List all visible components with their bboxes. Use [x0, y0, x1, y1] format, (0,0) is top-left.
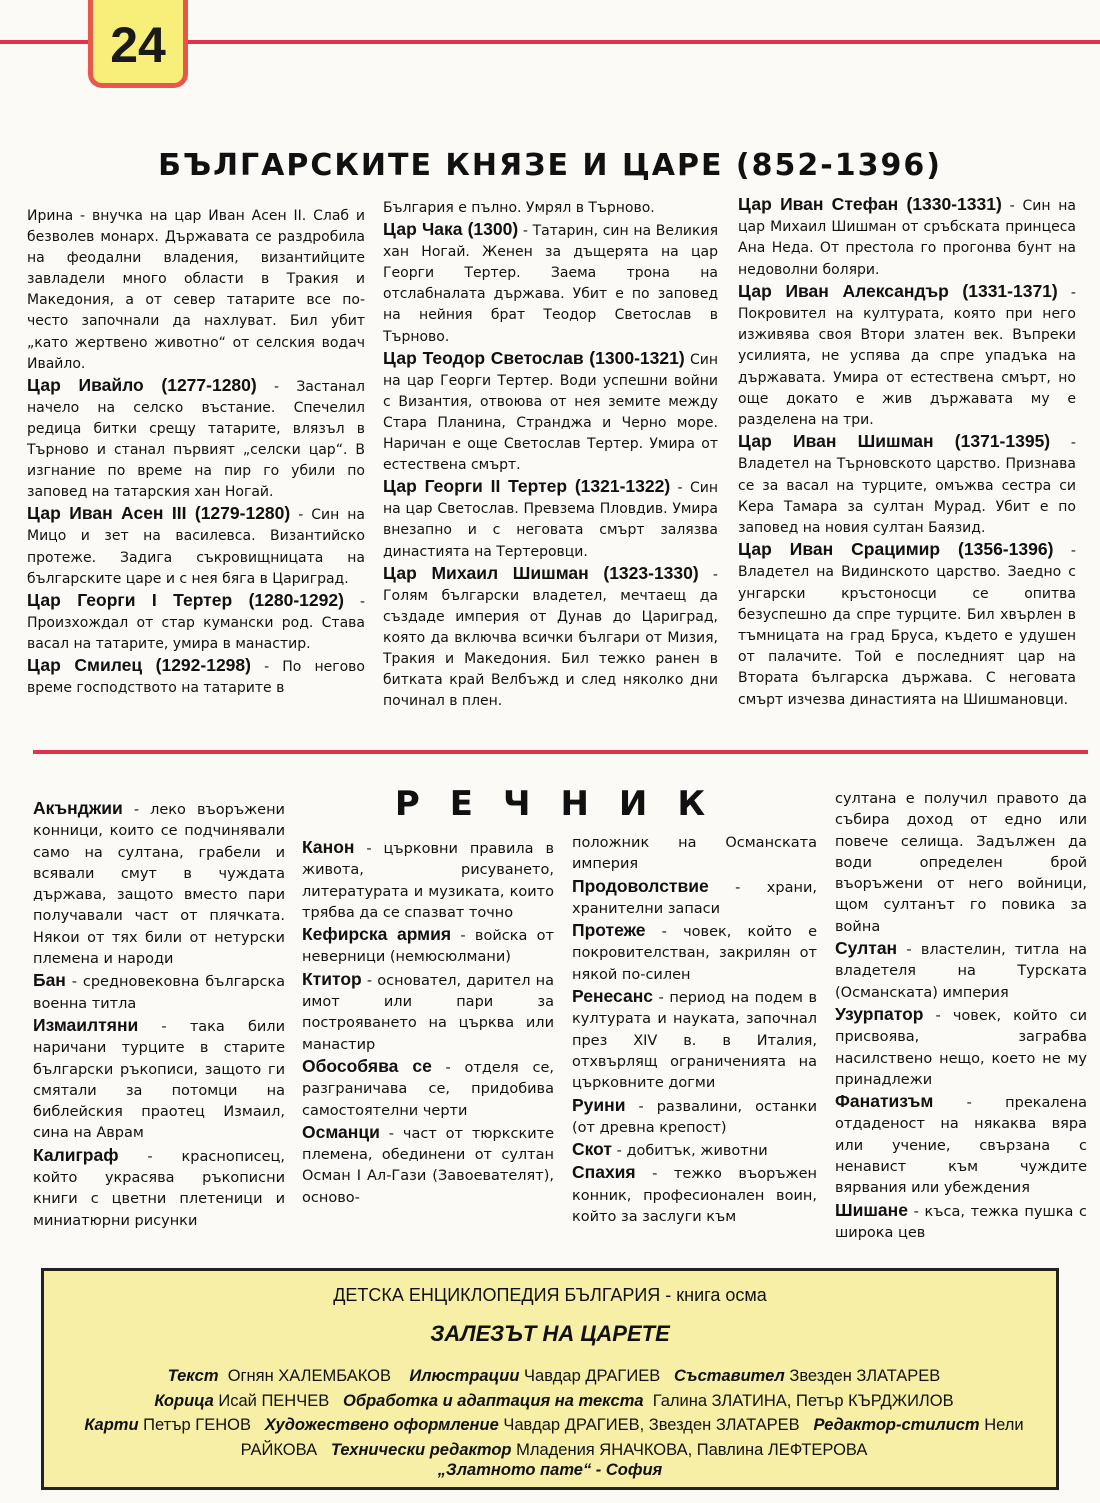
ruler-name: Цар Смилец (1292-1298) [27, 654, 251, 675]
dictionary-entry: положник на Османската империя [572, 835, 817, 873]
dictionary-entry: Продоволствие - храни, хранителни запаси [572, 875, 817, 917]
dictionary-entry: Скот - добитък, животни [572, 1139, 768, 1160]
ruler-name: Цар Георги I Тертер (1280-1292) [27, 589, 344, 610]
credit-label: Художествено оформление [264, 1416, 499, 1434]
series-title: ДЕТСКА ЕНЦИКЛОПЕДИЯ БЪЛГАРИЯ - книга осма [333, 1285, 767, 1305]
credit-label: Съставител [674, 1367, 785, 1385]
dictionary-term: Протеже [572, 920, 646, 941]
ruler-entry: Цар Теодор Светослав (1300-1321) Син на цар Георги Тертер. Води успешни войни с Византия, отвоюва от нея земите между Стара Планина, Странджа и Черно море. Наричан е още Светослав Тертер. Умира от естествена смърт. [383, 347, 718, 474]
dictionary-term: Ренесанс [572, 986, 654, 1007]
dictionary-term: Обособява се [302, 1055, 432, 1076]
credit-value: Чавдар ДРАГИЕВ [524, 1367, 661, 1385]
dictionary-entry: Фанатизъм - прекалена отдаденост на някаква вяра или учение, свързана с ненавист към чуждите вярвания или убеждения [835, 1091, 1087, 1197]
section-title: БЪЛГАРСКИТЕ КНЯЗЕ И ЦАРЕ (852-1396) [158, 148, 942, 183]
ruler-intro: Ирина - внучка на цар Иван Асен II. Слаб и безволев монарх. Държавата се раздробила на феодални владения, византийците завладели много области в Тракия и Македония, а от север татарите все по-често започнали да нахлуват. Бил убит „като жертвено животно“ от селския водач Ивайло. [27, 208, 365, 372]
rulers-column-3 [738, 194, 1076, 711]
credits-lines [84, 1364, 1024, 1462]
middle-rule [33, 750, 1088, 754]
dictionary-entry: Узурпатор - човек, който си присвоява, заграбва насилствено нещо, което не му принадлежи [835, 1003, 1087, 1088]
rulers-column-2 [383, 198, 718, 712]
ruler-name: Цар Иван Срацимир (1356-1396) [738, 539, 1054, 560]
ruler-entry: Цар Иван Асен III (1279-1280) - Син на Мицо и зет на василевса. Византийско протеже. Задига съкровищницата на българските царе и с нея бяга в Цариград. [27, 503, 365, 587]
dictionary-term: Султан [835, 938, 898, 959]
dictionary-entry: Измаилтяни - така били наричани турците в старите български ръкописи, защото ги смятали за потомци на библейския праотец Измаил, сина на Аврам [33, 1014, 285, 1142]
dictionary-term: Калиграф [33, 1144, 119, 1165]
dictionary-term: Руини [572, 1094, 626, 1115]
credit-value: Петър ГЕНОВ [143, 1416, 251, 1434]
credit-value: Огнян ХАЛЕМБАКОВ [227, 1367, 391, 1385]
credit-label: Обработка и адаптация на текста [343, 1391, 644, 1410]
ruler-entry: Цар Иван Шишман (1371-1395) - Владетел на Търновското царство. Признава се за васал на турците, омъжва сестра си Кера Тамара за султан Мурад. Убит е по заповед на новия султан Баязид. [738, 431, 1076, 537]
dictionary-entry: Обособява се - отделя се, разграничава се, придобива самостоятелни черти [302, 1055, 554, 1119]
credit-label: Текст [167, 1367, 219, 1385]
credit-value: Галина ЗЛАТИНА, Петър КЪРДЖИЛОВ [652, 1391, 954, 1410]
credit-value: Чавдар ДРАГИЕВ, Звезден ЗЛАТАРЕВ [503, 1416, 800, 1434]
dictionary-entry: Бан - средновековна българска военна титла [33, 970, 285, 1012]
ruler-entry: Цар Смилец (1292-1298) - По негово време господството на татарите в [27, 654, 365, 697]
book-title: ЗАЛЕЗЪТ НА ЦАРЕТЕ [430, 1321, 670, 1346]
dictionary-title: РЕЧНИК [394, 784, 736, 824]
dictionary-entry: Канон - църковни правила в живота, рисуването, литературата и музиката, които трябва да се спазват точно [302, 837, 554, 921]
ruler-name: Цар Теодор Светослав (1300-1321) [383, 347, 685, 368]
dictionary-entry: Шишане - къса, тежка пушка с широка цев [835, 1199, 1087, 1241]
dictionary-term: Измаилтяни [33, 1014, 139, 1035]
dictionary-column-1 [33, 798, 285, 1232]
ruler-name: Цар Иван Александър (1331-1371) [738, 280, 1058, 301]
credit-value: Звезден ЗЛАТАРЕВ [789, 1367, 941, 1385]
dictionary-entry: Османци - част от тюркските племена, обединени от султан Осман I Ал-Гази (Завоевателят), осново- [302, 1121, 554, 1206]
dictionary-entry: Султан - властелин, титла на владетеля на Турската (Османската) империя [835, 938, 1087, 1001]
dictionary-column-2 [302, 837, 554, 1209]
page-number: 24 [110, 16, 166, 73]
ruler-name: Цар Чака (1300) [383, 219, 519, 240]
credits-box [41, 1268, 1059, 1490]
dictionary-term: Продоволствие [572, 875, 709, 896]
ruler-entry: Цар Михаил Шишман (1323-1330) - Голям български владетел, мечтаещ да създаде империя от Дунав до Цариград, която да включва всички българи от Мизия, Тракия и Македония. Бил тежко ранен в битката край Велбъжд и след няколко дни починал в плен. [383, 562, 718, 710]
dictionary-term: Скот [572, 1139, 612, 1160]
ruler-name: Цар Иван Асен III (1279-1280) [27, 503, 291, 524]
ruler-entry: Цар Иван Стефан (1330-1331) - Син на цар Михаил Шишман от сръбската принцеса Ана Неда. От престола го прогонва бунт на недоволни боляри. [738, 194, 1076, 278]
ruler-entry: Цар Чака (1300) - Татарин, син на Великия хан Ногай. Женен за дъщерята на цар Георги Тертер. Заема трона на отслабналата държава. Убит е по заповед на нейния брат Теодор Светослав в Търново. [383, 219, 718, 345]
credit-label: Карти [84, 1416, 139, 1434]
ruler-name: Цар Иван Стефан (1330-1331) [738, 194, 1002, 214]
dictionary-term: Спахия [572, 1162, 636, 1183]
dictionary-entry: Руини - развалини, останки (от древна крепост) [572, 1094, 817, 1136]
dictionary-term: Шишане [835, 1199, 908, 1220]
rulers-column-1 [27, 206, 365, 699]
dictionary-entry: Спахия - тежко въоръжен конник, професионален воин, който за заслуги към [572, 1162, 817, 1226]
ruler-name: Цар Иван Шишман (1371-1395) [738, 431, 1051, 452]
credit-value: Нели РАЙКОВА [240, 1416, 1024, 1459]
dictionary-entry: Кефирска армия - войска от неверници (немюсюлмани) [302, 924, 554, 966]
ruler-name: Цар Ивайло (1277-1280) [27, 374, 257, 395]
dictionary-term: Фанатизъм [835, 1091, 934, 1112]
dictionary-term: Кефирска армия [302, 924, 452, 945]
ruler-entry: Цар Ивайло (1277-1280) - Застанал начело на селско въстание. Спечелил редица битки срещу татарите, влязъл в Търново и станал първият „селски цар“. В изгнание по време на пир го убили по заповед на татарския хан Ногай. [27, 374, 365, 501]
ruler-name: Цар Михаил Шишман (1323-1330) [383, 562, 699, 583]
credit-label: Илюстрации [409, 1367, 520, 1385]
dictionary-column-3 [572, 833, 817, 1228]
dictionary-term: Ктитор [302, 968, 362, 989]
credit-label: Редактор-стилист [813, 1416, 980, 1434]
dictionary-column-4 [835, 789, 1087, 1244]
credit-value: Младения ЯНАЧКОВА, Павлина ЛЕФТЕРОВА [516, 1440, 868, 1459]
ruler-name: Цар Георги II Тертер (1321-1322) [383, 476, 671, 497]
dictionary-entry: султана е получил правото да събира доход от едно или повече селища. Задължен да води определен брой въоръжени от него войници, щом султанът го повика за война [835, 791, 1087, 935]
credit-label: Технически редактор [330, 1440, 512, 1459]
ruler-continuation: България е пълно. Умрял в Търново. [383, 200, 655, 216]
ruler-entry: Цар Георги I Тертер (1280-1292) - Произхождал от стар кумански род. Става васал на татарите, умира в манастир. [27, 589, 365, 652]
publisher: „Златното пате“ - София [437, 1461, 663, 1479]
dictionary-term: Османци [302, 1121, 380, 1142]
page-number-badge [88, 0, 188, 88]
credit-value: Исай ПЕНЧЕВ [218, 1391, 330, 1410]
dictionary-entry: Ктитор - основател, дарител на имот или пари за построяването на църква или манастир [302, 968, 554, 1053]
dictionary-entry: Ренесанс - период на подем в културата и науката, започнал през XIV в. в Италия, отхвърлящ ограниченията на църковните догми [572, 986, 817, 1092]
dictionary-term: Бан [33, 970, 66, 991]
ruler-entry: Цар Иван Срацимир (1356-1396) - Владетел на Видинското царство. Заедно с унгарски кръстоносци се опитва безуспешно да спре турците. Бил хвърлен в тъмницата на град Бруса, където е удушен от палачите. Той е последният цар на Втората българска държава. С неговата смърт изчезва династията на Шишмановци. [738, 539, 1076, 708]
dictionary-term: Акънджии [33, 798, 123, 818]
credit-label: Корица [154, 1391, 214, 1410]
ruler-entry: Цар Иван Александър (1331-1371) - Покровител на културата, която при него изживява своя Втори златен век. Въпреки усилията, не успява да спре упадъка на държавата. Умира от естествена смърт, но още докато е жив държавата му е разделена на три. [738, 280, 1076, 429]
dictionary-entry: Акънджии - леко въоръжени конници, които се подчинявали само на султана, грабели и всявали смут в чуждата държава, защото вместо пари получавали част от плячката. Някои от тях били от нетурски племена и народи [33, 798, 285, 968]
dictionary-entry: Протеже - човек, който е покровителстван, закрилян от някой по-силен [572, 920, 817, 983]
dictionary-term: Канон [302, 837, 355, 857]
dictionary-entry: Калиграф - краснописец, който украсява ръкописни книги с цветни плетеници и миниатюрни рисунки [33, 1144, 285, 1229]
ruler-entry: Цар Георги II Тертер (1321-1322) - Син на цар Светослав. Превзема Пловдив. Умира внезапно и с неговата смърт залязва династията на Тертеровци. [383, 476, 718, 560]
dictionary-term: Узурпатор [835, 1003, 924, 1024]
